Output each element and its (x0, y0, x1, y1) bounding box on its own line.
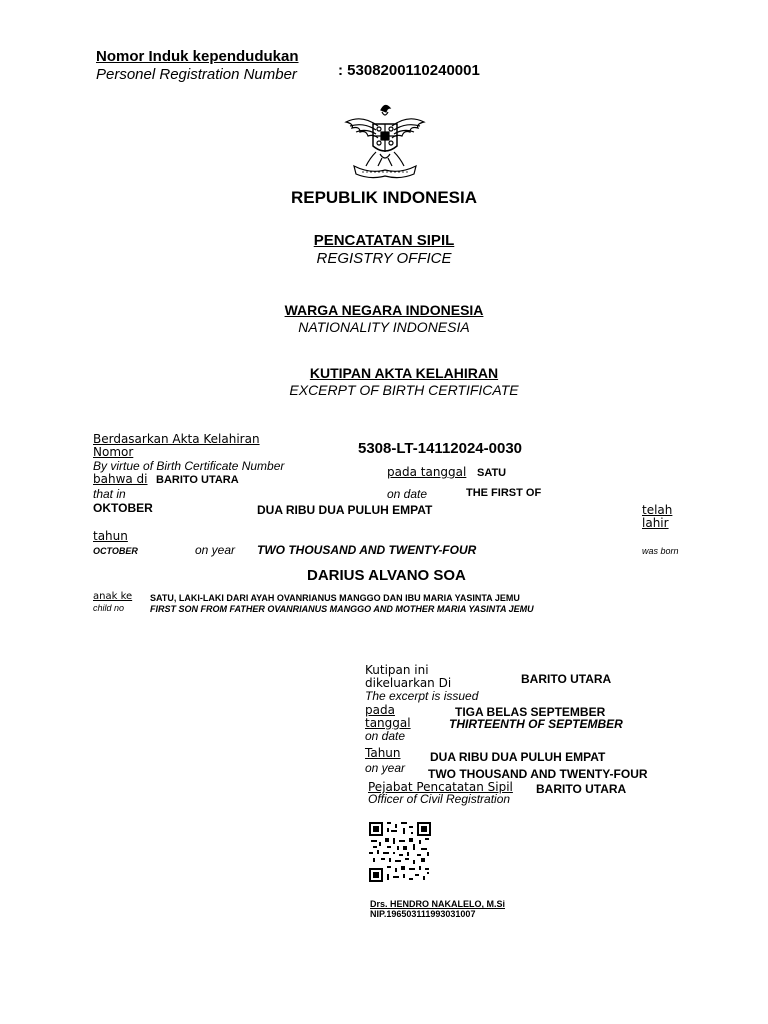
nationality-title: WARGA NEGARA INDONESIA (284, 302, 484, 318)
child-name: DARIUS ALVANO SOA (307, 567, 466, 584)
qr-code-icon (369, 822, 431, 882)
issue-year: DUA RIBU DUA PULUH EMPAT (430, 750, 606, 764)
nik-value: : 5308200110240001 (338, 62, 480, 79)
based-on-label: Berdasarkan Akta Kelahiran (93, 432, 260, 446)
was-born-en: was born (642, 546, 679, 556)
child-no-en: child no (93, 603, 125, 613)
birth-place: BARITO UTARA (156, 474, 239, 486)
issued-en: The excerpt is issued (365, 689, 479, 703)
bahwa-di-label: bahwa di (93, 472, 148, 486)
tanggal-label: tanggal (365, 716, 411, 730)
birth-date-word-en: THE FIRST OF (466, 487, 542, 499)
birth-month-en: OCTOBER (93, 546, 138, 556)
dikeluarkan-label: dikeluarkan Di (365, 676, 452, 690)
certificate-number: 5308-LT-14112024-0030 (358, 440, 523, 457)
signer-name: Drs. HENDRO NAKALELO, M.Si (370, 899, 506, 909)
signer-nip: NIP.196503111993031007 (370, 909, 476, 919)
tahun-label: tahun (93, 529, 128, 543)
anak-ke-label: anak ke (93, 591, 133, 602)
birth-month: OKTOBER (93, 501, 153, 515)
garuda-emblem-icon (340, 96, 430, 186)
on-year-en: on year (195, 543, 236, 557)
excerpt-title: KUTIPAN AKTA KELAHIRAN (309, 365, 499, 381)
birth-date-word: SATU (477, 467, 507, 479)
republic-title: REPUBLIK INDONESIA (290, 188, 478, 207)
official-label: Pejabat Pencatatan Sipil (368, 780, 513, 794)
nationality-title-en: NATIONALITY INDONESIA (298, 319, 470, 335)
issue-date: TIGA BELAS SEPTEMBER (455, 705, 606, 719)
child-description-en: FIRST SON FROM FATHER OVANRIANUS MANGGO AND MOTHER MARIA YASINTA JEMU (150, 604, 534, 614)
nomor-label: Nomor (93, 445, 134, 459)
birth-year-words-en: TWO THOUSAND AND TWENTY-FOUR (257, 543, 477, 557)
lahir-label: lahir (642, 516, 669, 530)
office-title: PENCATATAN SIPIL (313, 232, 455, 249)
on-date-en: on date (387, 487, 428, 501)
nik-label-en: Personel Registration Number (96, 66, 297, 83)
issue-year-en: TWO THOUSAND AND TWENTY-FOUR (428, 767, 648, 781)
office-title-en: REGISTRY OFFICE (316, 250, 452, 267)
telah-label: telah (642, 503, 673, 517)
birth-year-words: DUA RIBU DUA PULUH EMPAT (257, 503, 433, 517)
pada-label: pada (365, 703, 395, 717)
official-place: BARITO UTARA (536, 782, 627, 796)
pada-tanggal-label: pada tanggal (387, 465, 467, 479)
on-year-en-issue: on year (365, 761, 406, 775)
official-en: Officer of Civil Registration (368, 792, 511, 806)
tahun-label-issue: Tahun (365, 746, 401, 760)
on-date-en-issue: on date (365, 729, 406, 743)
child-description: SATU, LAKI-LAKI DARI AYAH OVANRIANUS MANGGO DAN IBU MARIA YASINTA JEMU (150, 593, 520, 603)
kutipan-ini-label: Kutipan ini (365, 663, 429, 677)
issued-place: BARITO UTARA (521, 672, 612, 686)
issue-date-en: THIRTEENTH OF SEPTEMBER (449, 717, 623, 731)
nik-label: Nomor Induk kependudukan (96, 48, 299, 65)
by-virtue-en: By virtue of Birth Certificate Number (93, 459, 285, 473)
that-in-en: that in (93, 487, 126, 501)
excerpt-title-en: EXCERPT OF BIRTH CERTIFICATE (289, 382, 519, 398)
